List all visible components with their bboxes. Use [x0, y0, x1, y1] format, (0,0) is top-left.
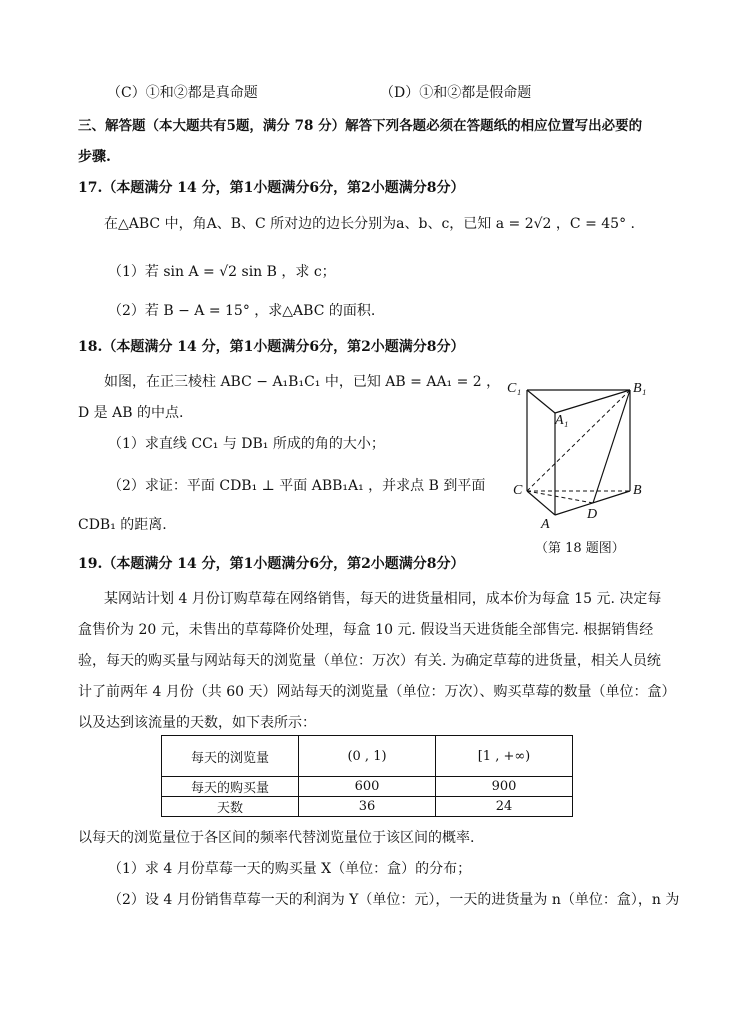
q18-part2-cont: CDB₁ 的距离.	[78, 517, 167, 533]
section-heading: 三、解答题（本大题共有5题，满分 78 分）解答下列各题必须在答题纸的相应位置写出必要的	[78, 118, 643, 134]
prism-figure	[505, 375, 655, 560]
q17-stem: 在△ABC 中，角A、B、C 所对边的边长分别为a、b、c，已知 a = 2√2 ，C = 45° .	[104, 216, 635, 232]
q18-part1: （1）求直线 CC₁ 与 DB₁ 所成的角的大小；	[108, 436, 385, 452]
hidden-edge-cd	[527, 491, 593, 503]
q18-header: 18.（本题满分 14 分，第1小题满分6分，第2小题满分8分）	[78, 339, 465, 355]
option-c: （C）①和②都是真命题	[107, 85, 258, 101]
q17-part1: （1）若 sin A = √2 sin B ，求 c；	[108, 264, 336, 280]
table-cell: 36	[299, 797, 436, 817]
table-header-cell: (0 , 1)	[299, 736, 436, 777]
edge-ca	[527, 491, 555, 515]
label-c: C	[513, 483, 523, 498]
q18-stem2: D 是 AB 的中点.	[78, 405, 184, 421]
q19-data-table	[161, 735, 573, 817]
section-heading-cont: 步骤.	[78, 149, 111, 165]
table-cell: 24	[436, 797, 573, 817]
label-d: D	[587, 507, 598, 522]
edge-c1a1	[527, 390, 555, 413]
q19-part1: （1）求 4 月份草莓一天的购买量 X（单位：盒）的分布；	[108, 861, 472, 877]
label-a: A	[541, 517, 550, 532]
hidden-edge-cb1	[527, 390, 630, 491]
table-row	[162, 777, 573, 797]
table-cell: 每天的购买量	[162, 777, 299, 797]
q19-para-4: 计了前两年 4 月份（共 60 天）网站每天的浏览量（单位：万次）、购买草莓的数量（单位：盒）	[78, 684, 676, 700]
q19-para-2: 盒售价为 20 元，未售出的草莓降价处理，每盒 10 元. 假设当天进货能全部售完. 根据销售经	[78, 622, 654, 638]
q19-para-5: 以及达到该流量的天数，如下表所示：	[78, 715, 316, 731]
edge-db1	[593, 390, 630, 503]
q18-stem: 如图，在正三棱柱 ABC − A₁B₁C₁ 中，已知 AB = AA₁ = 2 ，	[104, 374, 501, 390]
label-b: B	[633, 483, 642, 498]
q19-para-3: 验，每天的购买量与网站每天的浏览量（单位：万次）有关. 为确定草莓的进货量，相关人员统	[78, 653, 661, 669]
q19-after-table: 以每天的浏览量位于各区间的频率代替浏览量位于该区间的概率.	[78, 830, 475, 846]
table-row	[162, 736, 573, 777]
table-header-cell: [1 , +∞)	[436, 736, 573, 777]
q17-header: 17.（本题满分 14 分，第1小题满分6分，第2小题满分8分）	[78, 180, 465, 196]
table-cell: 天数	[162, 797, 299, 817]
table-cell: 900	[436, 777, 573, 797]
table-cell: 600	[299, 777, 436, 797]
label-b1: B₁	[633, 381, 647, 396]
label-a1: A₁	[555, 413, 569, 428]
q19-para-1: 某网站计划 4 月份订购草莓在网络销售，每天的进货量相同，成本价为每盒 15 元. 决定每	[104, 591, 662, 607]
q18-part2: （2）求证：平面 CDB₁ ⊥ 平面 ABB₁A₁ ，并求点 B 到平面	[108, 478, 486, 494]
label-c1: C₁	[507, 381, 522, 396]
q17-part2: （2）若 B − A = 15° ，求△ABC 的面积.	[108, 303, 376, 319]
q19-header: 19.（本题满分 14 分，第1小题满分6分，第2小题满分8分）	[78, 556, 465, 572]
figure-caption: （第 18 题图）	[535, 541, 625, 556]
q19-part2: （2）设 4 月份销售草莓一天的利润为 Y（单位：元），一天的进货量为 n（单位：盒），n 为	[108, 892, 680, 908]
option-d: （D）①和②都是假命题	[380, 85, 532, 101]
table-header-cell: 每天的浏览量	[162, 736, 299, 777]
prism-diagram	[505, 375, 655, 535]
table-row	[162, 797, 573, 817]
